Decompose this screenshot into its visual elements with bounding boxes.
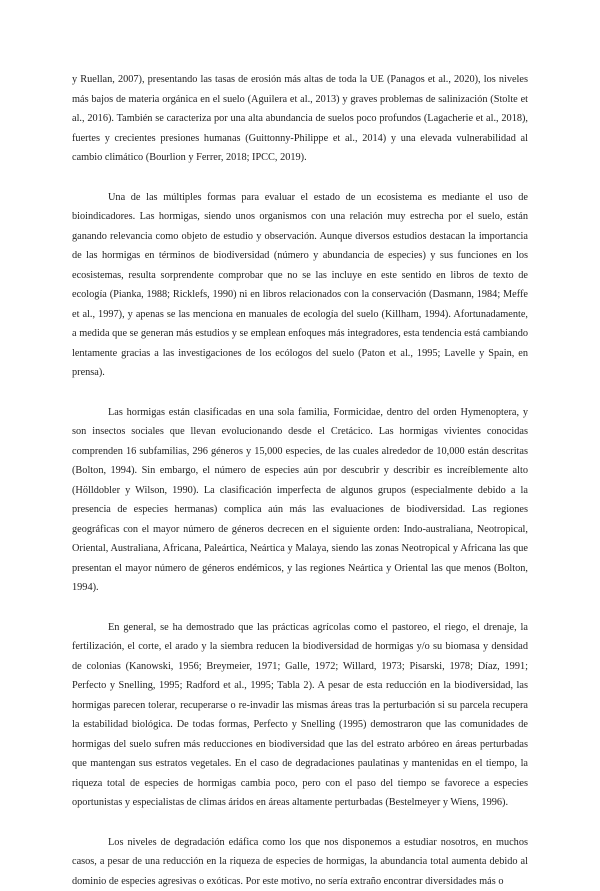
paragraph-gap xyxy=(72,598,528,618)
paragraph-5: Los niveles de degradación edáfica como los que nos disponemos a estudiar nosotros, en muchos casos, a pesar de una reducción en la riqueza de especies de hormigas, la abundancia total aumenta debido al dominio de especies agresivas o exóticas. Por este motivo, no sería extraño encontrar diversidades más o xyxy=(72,833,528,891)
paragraph-gap xyxy=(72,168,528,188)
paragraph-gap xyxy=(72,383,528,403)
paragraph-1: y Ruellan, 2007), presentando las tasas de erosión más altas de toda la UE (Panagos et al., 2020), los niveles más bajos de materia orgánica en el suelo (Aguilera et al., 2013) y graves problemas de salinización (Stolte et al., 2016). También se caracteriza por una alta abundancia de suelos poco profundos (Lagacherie et al., 2018), fuertes y crecientes presiones humanas (Guittonny-Philippe et al., 2014) y una elevada vulnerabilidad al cambio climático (Bourlion y Ferrer, 2018; IPCC, 2019). xyxy=(72,70,528,168)
paragraph-2: Una de las múltiples formas para evaluar el estado de un ecosistema es mediante el uso de bioindicadores. Las hormigas, siendo unos organismos con una relación muy estrecha por el suelo, están ganando relevancia como objeto de estudio y observación. Aunque diversos estudios destacan la importancia de las hormigas en términos de biodiversidad (número y abundancia de especies) y sus funciones en los ecosistemas, resulta sorprendente comprobar que no se las incluye en este sentido en libros de texto de ecología (Pianka, 1988; Ricklefs, 1990) ni en libros relacionados con la conservación (Dasmann, 1984; Meffe et al., 1997), y apenas se las menciona en manuales de ecología del suelo (Killham, 1994). Afortunadamente, a medida que se generan más estudios y se emplean enfoques más integradores, esta tendencia está cambiando lentamente gracias a las investigaciones de los ecólogos del suelo (Paton et al., 1995; Lavelle y Spain, en prensa). xyxy=(72,188,528,383)
paragraph-4: En general, se ha demostrado que las prácticas agrícolas como el pastoreo, el riego, el drenaje, la fertilización, el corte, el arado y la siembra reducen la biodiversidad de hormigas y/o su biomasa y densidad de colonias (Kanowski, 1956; Breymeier, 1971; Galle, 1972; Willard, 1973; Pisarski, 1978; Díaz, 1991; Perfecto y Snelling, 1995; Radford et al., 1995; Tabla 2). A pesar de esta reducción en la biodiversidad, las hormigas parecen tolerar, recuperarse o re-invadir las mismas áreas tras la perturbación si su parcela recupera la estabilidad biológica. De todas formas, Perfecto y Snelling (1995) demostraron que las comunidades de hormigas del suelo sufren más reducciones en biodiversidad que las del estrato arbóreo en áreas perturbadas que mantengan sus estratos vegetales. En el caso de degradaciones paulatinas y mantenidas en el tiempo, la riqueza total de especies de hormigas cambia poco, pero con el paso del tiempo se favorece a especies oportunistas y especialistas de climas áridos en áreas altamente perturbadas (Bestelmeyer y Wiens, 1996). xyxy=(72,618,528,813)
paragraph-gap xyxy=(72,813,528,833)
paragraph-3: Las hormigas están clasificadas en una sola familia, Formicidae, dentro del orden Hymenoptera, y son insectos sociales que llevan evolucionando desde el Cretácico. Las hormigas vivientes conocidas comprenden 16 subfamilias, 296 géneros y 15,000 especies, de las cuales alrededor de 10,000 están descritas (Bolton, 1994). Sin embargo, el número de especies aún por descubrir y describir es increíblemente alto (Hölldobler y Wilson, 1990). La clasificación imperfecta de algunos grupos (especialmente debido a la presencia de especies hermanas) complica aún más las evaluaciones de biodiversidad. Las regiones geográficas con el mayor número de géneros decrecen en el siguiente orden: Indo-australiana, Neotropical, Oriental, Australiana, Africana, Paleártica, Neártica y Malaya, siendo las zonas Neotropical y Africana las que presentan el mayor número de géneros endémicos, y las regiones Neártica y Oriental las que menos (Bolton, 1994). xyxy=(72,403,528,598)
